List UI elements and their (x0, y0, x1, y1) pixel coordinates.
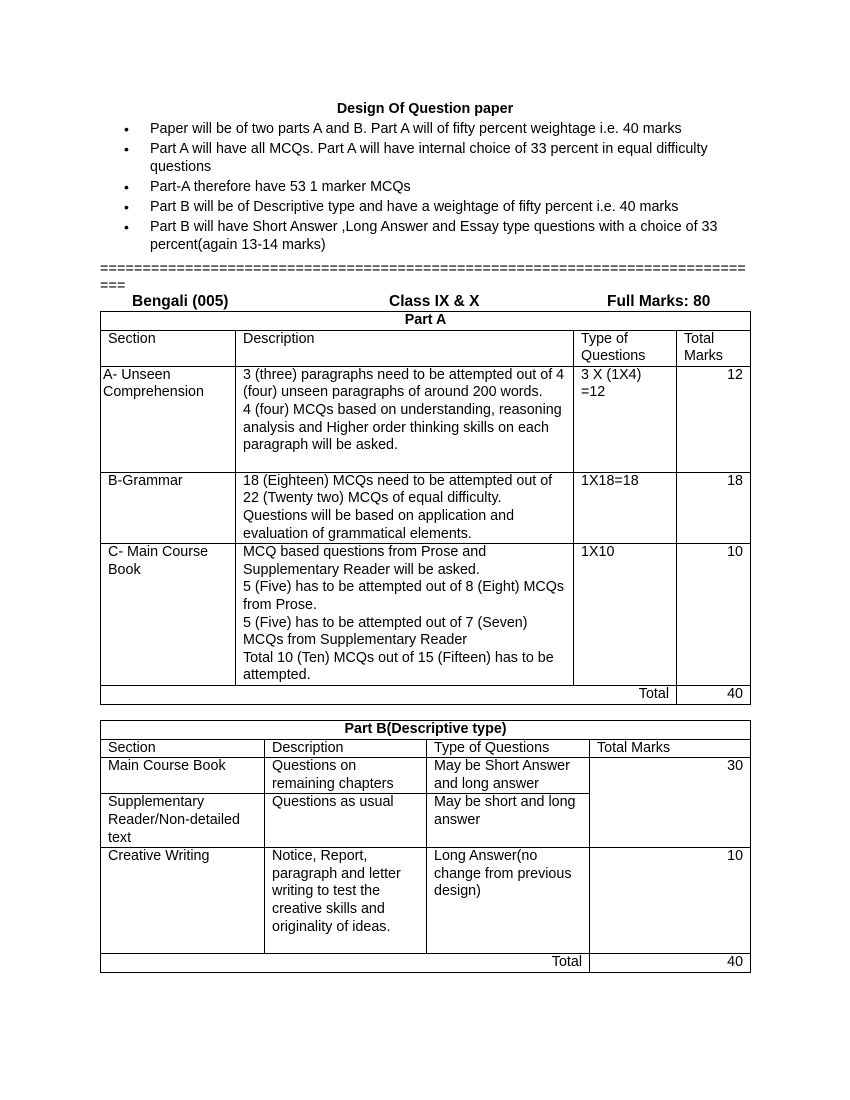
marks-cell: 10 (677, 544, 751, 686)
part-a-table (100, 311, 751, 705)
description-line: 5 (Five) has to be attempted out of 7 (Seven) MCQs from Supplementary Reader (243, 614, 528, 649)
type-cell: May be Short Answer and long answer (427, 758, 590, 794)
description-line: 5 (Five) has to be attempted out of 8 (Eight) MCQs from Prose. (243, 579, 565, 613)
table-row (101, 472, 751, 543)
column-header-type: Type of Questions (427, 739, 590, 758)
marks-cell: 10 (590, 848, 751, 954)
table-row (101, 848, 751, 954)
bullet-item: • Paper will be of two parts A and B. Part A will of fifty percent weightage i.e. 40 marks (150, 120, 760, 138)
table-row (101, 758, 751, 794)
part-b-header-row (101, 739, 751, 758)
description-cell: Notice, Report, paragraph and letter writing to test the creative skills and originality of ideas. (265, 848, 427, 954)
type-cell: 1X18=18 (574, 472, 677, 543)
table-row (101, 544, 751, 686)
section-cell: Creative Writing (101, 848, 265, 954)
description-line: 3 (three) paragraphs need to be attempted out of 4 (four) unseen paragraphs of around 200 words. (243, 366, 565, 401)
section-cell: Main Course Book (101, 758, 265, 794)
description-line: 4 (four) MCQs based on understanding, reasoning analysis and Higher order thinking skills on each paragraph will be asked. (243, 401, 562, 454)
paper-header (100, 293, 750, 313)
description-cell: Questions as usual (265, 794, 427, 848)
full-marks: Full Marks: 80 (607, 293, 711, 310)
section-cell: C- Main Course Book (101, 544, 236, 686)
design-bullet-list (150, 120, 760, 256)
bullet-item: • Part B will be of Descriptive type and have a weightage of fifty percent i.e. 40 marks (150, 198, 760, 216)
part-a-header-row (101, 330, 751, 366)
column-header-description: Description (265, 739, 427, 758)
total-label: Total (101, 954, 590, 973)
column-header-description: Description (236, 330, 574, 366)
description-cell (236, 544, 574, 686)
column-header-type: Type of Questions (574, 330, 677, 366)
total-value: 40 (590, 954, 751, 973)
marks-cell: 30 (590, 758, 751, 848)
description-cell (236, 366, 574, 472)
column-header-section: Section (101, 330, 236, 366)
subject-code: Bengali (005) (132, 293, 229, 310)
column-header-marks: Total Marks (590, 739, 751, 758)
section-cell: B-Grammar (101, 472, 236, 543)
description-cell: 18 (Eighteen) MCQs need to be attempted out of 22 (Twenty two) MCQs of equal difficulty. Questions will be based on application and evaluation of grammatical elements. (236, 472, 574, 543)
marks-cell: 18 (677, 472, 751, 543)
bullet-item: • Part A will have all MCQs. Part A will have internal choice of 33 percent in equal difficulty questions (150, 140, 760, 176)
table-row (101, 366, 751, 472)
part-b-caption: Part B(Descriptive type) (101, 721, 751, 740)
section-cell: Supplementary Reader/Non-detailed text (101, 794, 265, 848)
section-cell (101, 366, 236, 472)
total-value: 40 (677, 685, 751, 704)
description-line: MCQ based questions from Prose and Supplementary Reader will be asked. (243, 544, 487, 578)
total-row (101, 685, 751, 704)
column-header-section: Section (101, 739, 265, 758)
description-line: Total 10 (Ten) MCQs out of 15 (Fifteen) has to be attempted. (243, 649, 554, 684)
type-cell: 3 X (1X4) =12 (574, 366, 677, 472)
description-cell: Questions on remaining chapters (265, 758, 427, 794)
class-label: Class IX & X (389, 293, 480, 310)
marks-cell: 12 (677, 366, 751, 472)
bullet-item: • Part B will have Short Answer ,Long Answer and Essay type questions with a choice of 33 percent(again 13-14 marks) (150, 218, 760, 254)
bullet-item: • Part-A therefore have 53 1 marker MCQs (150, 178, 760, 196)
part-a-caption: Part A (101, 312, 751, 331)
type-cell: May be short and long answer (427, 794, 590, 848)
total-label: Total (101, 685, 677, 704)
separator-line: =============================================================================== (100, 261, 746, 294)
type-cell: 1X10 (574, 544, 677, 686)
document-title: Design Of Question paper (336, 101, 514, 117)
part-b-table (100, 720, 751, 973)
type-cell: Long Answer(no change from previous design) (427, 848, 590, 954)
section-label: A- Unseen Comprehension (103, 366, 204, 401)
column-header-marks: Total Marks (677, 330, 751, 366)
total-row (101, 954, 751, 973)
